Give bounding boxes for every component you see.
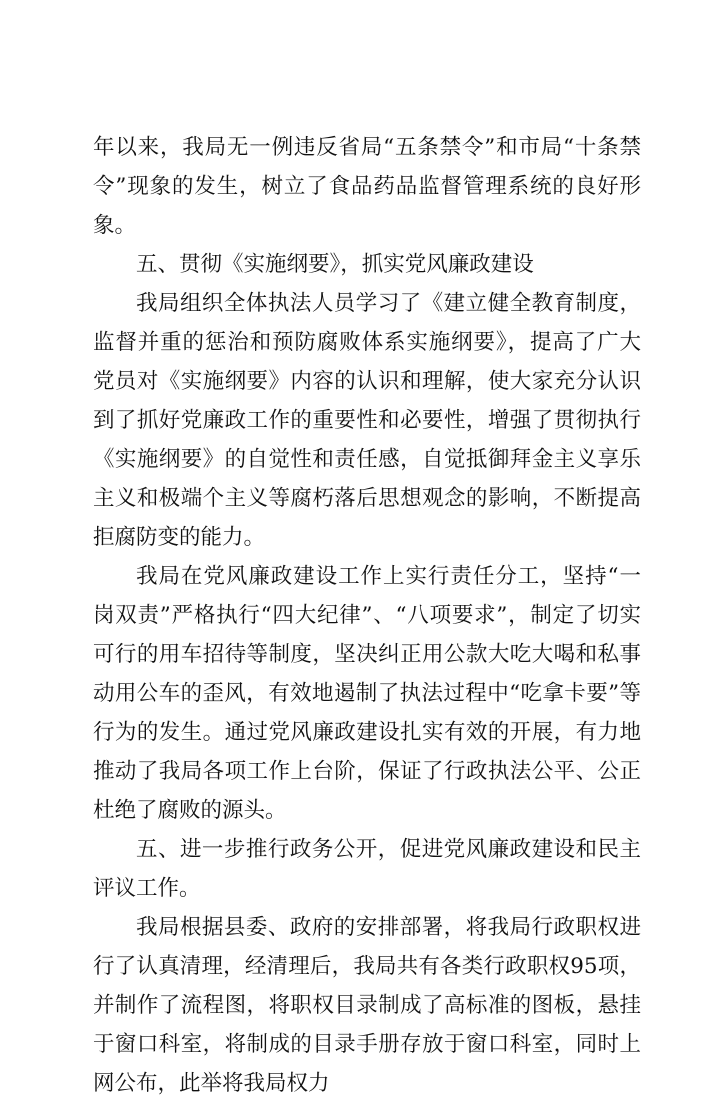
paragraph-4: 我局在党风廉政建设工作上实行责任分工，坚持“一岗双责”严格执行“四大纪律”、“八项要求”，制定了切实可行的用车招待等制度，坚决纠正用公款大吃大喝和私事动用公车的歪风，有效地遏制了执法过程中“吃拿卡要”等行为的发生。通过党风廉政建设扎实有效的开展，有力地推动了我局各项工作上台阶，保证了行政执法公平、公正杜绝了腐败的源头。 [93, 564, 641, 823]
paragraph-1: 年以来，我局无一例违反省局“五条禁令”和市局“十条禁令”现象的发生，树立了食品药品监督管理系统的良好形象。 [93, 135, 641, 238]
paragraph-6: 我局根据县委、政府的安排部署，将我局行政职权进行了认真清理，经清理后，我局共有各类行政职权95项，并制作了流程图，将职权目录制成了高标准的图板，悬挂于窗口科室，将制成的目录手册存放于窗口科室，同时上网公布，此举将我局权力 [93, 915, 641, 1096]
section-heading-5b: 五、进一步推行政务公开，促进党风廉政建设和民主评议工作。 [93, 837, 641, 901]
paragraph-3: 我局组织全体执法人员学习了《建立健全教育制度，监督并重的惩治和预防腐败体系实施纲要》，提高了广大党员对《实施纲要》内容的认识和理解，使大家充分认识到了抓好党廉政工作的重要性和必要性，增强了贯彻执行《实施纲要》的自觉性和责任感，自觉抵御拜金主义享乐主义和极端个主义等腐朽落后思想观念的影响，不断提高拒腐防变的能力。 [93, 291, 641, 550]
document-body [93, 128, 641, 1103]
section-heading-5: 五、贯彻《实施纲要》，抓实党风廉政建设 [136, 252, 534, 277]
